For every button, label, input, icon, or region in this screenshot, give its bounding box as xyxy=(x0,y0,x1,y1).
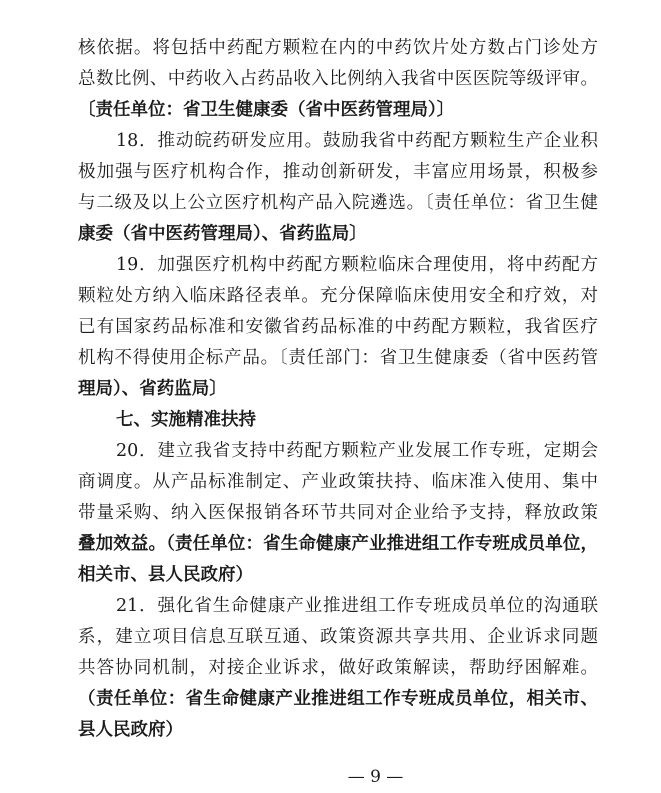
body-line: 机构不得使用企标产品。〔责任部门：省卫生健康委（省中医药管 xyxy=(78,348,598,368)
section-heading: 七、实施精准扶持 xyxy=(116,410,256,430)
responsibility-note: 叠加效益。（责任单位：省生命健康产业推进组工作专班成员单位， xyxy=(78,534,598,554)
responsibility-note: 县人民政府） xyxy=(78,720,183,740)
item-19-title: 19．加强医疗机构中药配方颗粒临床合理使用，将中药配方 xyxy=(116,255,598,275)
responsibility-note: 相关市、县人民政府） xyxy=(78,565,253,585)
body-line: 带量采购、纳入医保报销各环节共同对企业给予支持，释放政策 xyxy=(78,503,598,523)
body-line: 商调度。从产品标准制定、产业政策扶持、临床准入使用、集中 xyxy=(78,472,598,492)
body-line: 核依据。将包括中药配方颗粒在内的中药饮片处方数占门诊处方 xyxy=(78,38,598,58)
responsibility-note: （责任单位：省生命健康产业推进组工作专班成员单位，相关市、 xyxy=(78,689,598,709)
item-18-title: 18．推动皖药研发应用。鼓励我省中药配方颗粒生产企业积 xyxy=(116,131,598,151)
responsibility-note: 〔责任单位：省卫生健康委（省中医药管理局）〕 xyxy=(78,100,455,120)
responsibility-note: 理局）、省药监局〕 xyxy=(78,379,227,399)
responsibility-note: 康委（省中医药管理局）、省药监局〕 xyxy=(78,224,367,244)
body-line: 颗粒处方纳入临床路径表单。充分保障临床使用安全和疗效，对 xyxy=(78,286,598,306)
page-number: — 9 — xyxy=(347,767,404,787)
body-line: 系，建立项目信息互联互通、政策资源共享共用、企业诉求同题 xyxy=(78,627,598,647)
body-line: 共答协同机制，对接企业诉求，做好政策解读，帮助纾困解难。 xyxy=(78,658,598,678)
body-line: 与二级及以上公立医疗机构产品入院遴选。〔责任单位：省卫生健 xyxy=(78,193,598,213)
item-21-title: 21．强化省生命健康产业推进组工作专班成员单位的沟通联 xyxy=(116,596,598,616)
body-line: 总数比例、中药收入占药品收入比例纳入我省中医医院等级评审。 xyxy=(78,69,598,89)
item-20-title: 20．建立我省支持中药配方颗粒产业发展工作专班，定期会 xyxy=(116,441,598,461)
body-line: 已有国家药品标准和安徽省药品标准的中药配方颗粒，我省医疗 xyxy=(78,317,598,337)
body-line: 极加强与医疗机构合作，推动创新研发，丰富应用场景，积极参 xyxy=(78,162,598,182)
